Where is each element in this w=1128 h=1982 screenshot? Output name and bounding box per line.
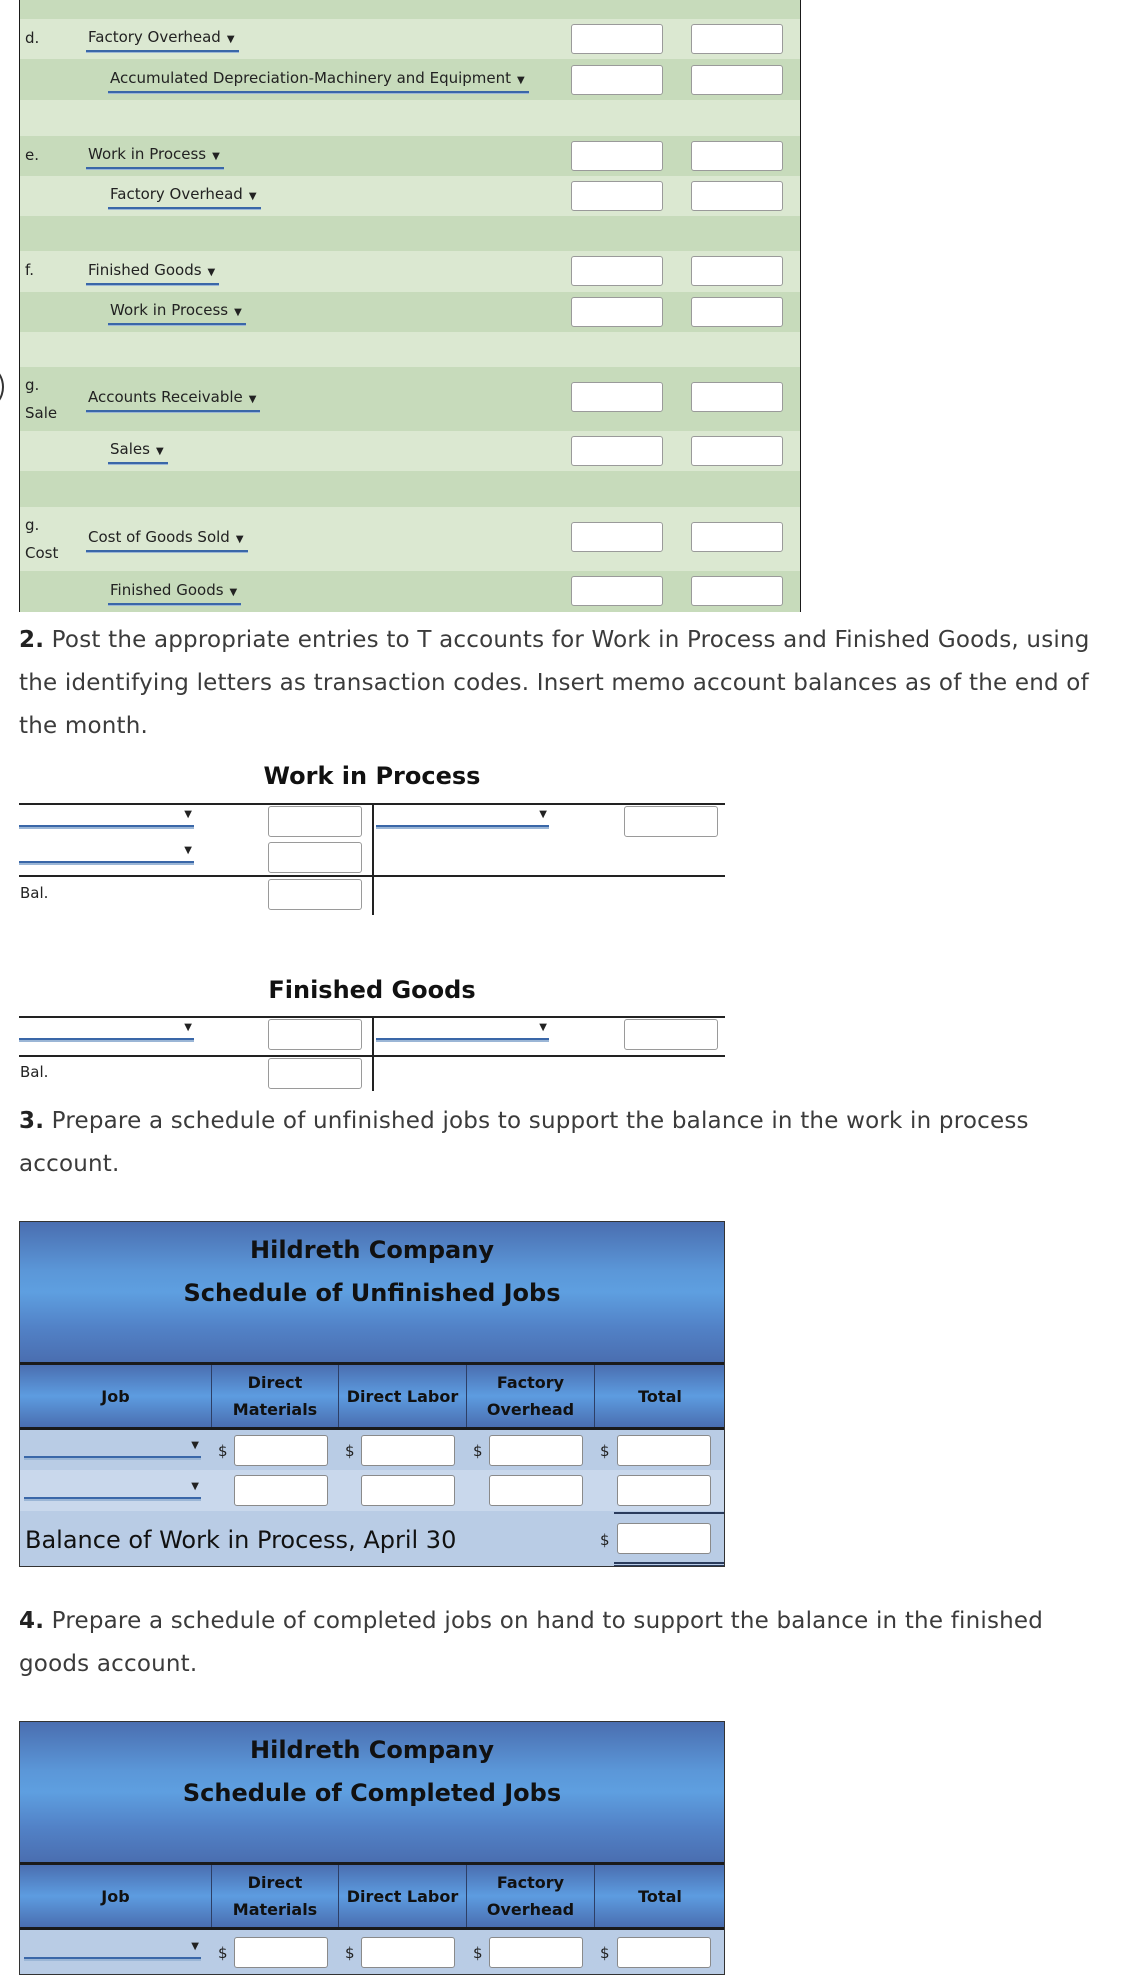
currency-symbol: $ [600, 1531, 610, 1549]
dropdown-arrow-icon: ▼ [155, 446, 164, 457]
direct-materials-input[interactable] [234, 1435, 328, 1466]
direct-labor-input[interactable] [361, 1475, 455, 1506]
col-total: Total [595, 1865, 725, 1927]
direct-labor-input[interactable] [361, 1435, 455, 1466]
balance-label: Balance of Work in Process, April 30 [25, 1526, 457, 1554]
total-double-underline [614, 1562, 725, 1564]
dropdown-arrow-icon: ▼ [248, 394, 257, 405]
dropdown-arrow-icon: ▼ [212, 151, 220, 162]
credit-amount-input[interactable] [691, 576, 783, 606]
credit-account-select[interactable]: Work in Process ▼ [108, 301, 246, 325]
total-input[interactable] [617, 1475, 711, 1506]
debit-account-select[interactable]: Cost of Goods Sold ▼ [86, 528, 248, 552]
dropdown-arrow-icon: ▼ [184, 809, 192, 820]
credit-amount-input[interactable] [691, 436, 783, 466]
factory-overhead-input[interactable] [489, 1435, 583, 1466]
entry-sublabel: Cost [25, 544, 59, 562]
balance-label: Bal. [20, 884, 49, 902]
balance-total-input[interactable] [617, 1523, 711, 1554]
t-account-balance-line [19, 1055, 725, 1057]
part2-instructions: 2. Post the appropriate entries to T accounts for Work in Process and Finished Goods, using the identifying letters as transaction codes. Insert memo account balances as of the end of the month. [19, 627, 1090, 739]
debit-code-select[interactable] [19, 1024, 194, 1040]
debit-amount-input[interactable] [571, 382, 663, 412]
journal-spacer-row [20, 471, 800, 507]
entry-letter: g. [25, 376, 40, 394]
journal-row-g-cost-credit [20, 571, 800, 612]
job-select[interactable] [24, 1442, 201, 1458]
debit-amount-input[interactable] [571, 436, 663, 466]
entry-letter: g. [25, 516, 40, 534]
currency-symbol: $ [600, 1442, 610, 1460]
debit-amount-input[interactable] [571, 576, 663, 606]
factory-overhead-input[interactable] [489, 1475, 583, 1506]
debit-amount-input[interactable] [571, 181, 663, 211]
col-factory-overhead: Factory Overhead [467, 1365, 595, 1427]
journal-spacer-row [20, 332, 800, 367]
balance-label: Bal. [20, 1063, 49, 1081]
dropdown-arrow-icon: ▼ [234, 307, 242, 318]
factory-overhead-input[interactable] [489, 1937, 583, 1968]
journal-row-e-debit [20, 136, 800, 176]
schedule-title: Schedule of Unfinished Jobs [183, 1279, 561, 1307]
debit-code-select[interactable] [19, 847, 194, 863]
part4-instructions: 4. Prepare a schedule of completed jobs on hand to support the balance in the finished goods account. [19, 1608, 1044, 1677]
journal-row-f-debit [20, 251, 800, 292]
journal-row-g-cost-debit [20, 507, 800, 571]
job-row [20, 1470, 724, 1511]
currency-symbol: $ [218, 1944, 228, 1962]
dropdown-arrow-icon: ▼ [226, 34, 235, 45]
credit-code-select[interactable] [376, 811, 549, 827]
journal-row-g-sale-debit [20, 367, 800, 431]
currency-symbol: $ [345, 1442, 355, 1460]
entry-letter: d. [25, 29, 40, 47]
balance-amount-input[interactable] [268, 879, 362, 910]
debit-amount-input[interactable] [571, 24, 663, 54]
col-direct-labor: Direct Labor [339, 1865, 467, 1927]
dropdown-arrow-icon: ▼ [517, 75, 525, 86]
credit-amount-input[interactable] [691, 382, 783, 412]
credit-amount-input[interactable] [691, 65, 783, 95]
entry-sublabel: Sale [25, 404, 58, 422]
schedule-company: Hildreth Company [250, 1736, 494, 1764]
credit-amount-input[interactable] [691, 256, 783, 286]
debit-amount-input[interactable] [571, 297, 663, 327]
credit-amount-input[interactable] [624, 1019, 718, 1050]
col-direct-materials: Direct Materials [212, 1365, 339, 1427]
dropdown-arrow-icon: ▼ [184, 845, 192, 856]
dropdown-arrow-icon: ▼ [191, 1481, 199, 1492]
col-job: Job [20, 1865, 212, 1927]
debit-amount-input[interactable] [571, 65, 663, 95]
part3-instructions: 3. Prepare a schedule of unfinished jobs to support the balance in the work in process account. [19, 1108, 1029, 1177]
entry-letter: e. [25, 146, 39, 164]
dropdown-arrow-icon: ▼ [184, 1022, 192, 1033]
job-row [20, 1430, 724, 1470]
dropdown-arrow-icon: ▼ [207, 267, 216, 278]
t-account-title: Finished Goods [268, 976, 476, 1004]
journal-row-d-debit [20, 19, 800, 59]
step-marker-icon [0, 366, 4, 408]
total-double-underline [614, 1565, 725, 1567]
direct-materials-input[interactable] [234, 1937, 328, 1968]
balance-amount-input[interactable] [268, 1058, 362, 1089]
dropdown-arrow-icon: ▼ [539, 1022, 547, 1033]
dropdown-arrow-icon: ▼ [235, 534, 244, 545]
credit-account-select[interactable]: Sales ▼ [108, 440, 168, 464]
col-job: Job [20, 1365, 212, 1427]
col-factory-overhead: Factory Overhead [467, 1865, 595, 1927]
debit-amount-input[interactable] [571, 256, 663, 286]
credit-amount-input[interactable] [691, 24, 783, 54]
credit-account-select[interactable]: Factory Overhead ▼ [108, 185, 261, 209]
debit-amount-input[interactable] [571, 522, 663, 552]
journal-row-d-credit [20, 59, 800, 100]
debit-account-select[interactable]: Finished Goods ▼ [86, 261, 219, 285]
debit-amount-input[interactable] [268, 806, 362, 837]
schedule-completed-jobs [19, 1721, 725, 1975]
schedule-company: Hildreth Company [250, 1236, 494, 1264]
journal-entries-table [19, 0, 801, 612]
currency-symbol: $ [345, 1944, 355, 1962]
dropdown-arrow-icon: ▼ [229, 587, 238, 598]
credit-amount-input[interactable] [624, 806, 718, 837]
journal-row-g-sale-credit [20, 431, 800, 471]
journal-row-f-credit [20, 292, 800, 332]
job-select[interactable] [24, 1943, 201, 1959]
credit-account-select[interactable]: Finished Goods ▼ [108, 581, 241, 605]
journal-row-e-credit [20, 176, 800, 216]
debit-account-select[interactable]: Factory Overhead ▼ [86, 28, 239, 52]
credit-code-select[interactable] [376, 1024, 549, 1040]
direct-materials-input[interactable] [234, 1475, 328, 1506]
col-direct-materials: Direct Materials [212, 1865, 339, 1927]
t-account-divider [372, 1016, 374, 1091]
debit-amount-input[interactable] [268, 842, 362, 873]
t-account-balance-line [19, 875, 725, 877]
dropdown-arrow-icon: ▼ [191, 1440, 199, 1451]
dropdown-arrow-icon: ▼ [539, 809, 547, 820]
direct-labor-input[interactable] [361, 1937, 455, 1968]
job-select[interactable] [24, 1483, 201, 1499]
credit-amount-input[interactable] [691, 297, 783, 327]
currency-symbol: $ [473, 1944, 483, 1962]
debit-account-select[interactable]: Work in Process ▼ [86, 145, 224, 169]
currency-symbol: $ [600, 1944, 610, 1962]
total-input[interactable] [617, 1435, 711, 1466]
total-input[interactable] [617, 1937, 711, 1968]
dropdown-arrow-icon: ▼ [191, 1941, 199, 1952]
dropdown-arrow-icon: ▼ [248, 191, 257, 202]
schedule-title: Schedule of Completed Jobs [182, 1779, 562, 1807]
credit-amount-input[interactable] [691, 522, 783, 552]
journal-spacer-row [20, 100, 800, 136]
debit-amount-input[interactable] [571, 141, 663, 171]
currency-symbol: $ [473, 1442, 483, 1460]
col-total: Total [595, 1365, 725, 1427]
debit-code-select[interactable] [19, 811, 194, 827]
balance-row [20, 1514, 724, 1567]
currency-symbol: $ [218, 1442, 228, 1460]
col-direct-labor: Direct Labor [339, 1365, 467, 1427]
journal-spacer-row [20, 216, 800, 251]
journal-spacer-row [20, 0, 800, 19]
credit-account-select[interactable]: Accumulated Depreciation-Machinery and Equipment ▼ [108, 69, 529, 93]
t-account-title: Work in Process [263, 762, 481, 790]
credit-amount-input[interactable] [691, 141, 783, 171]
debit-amount-input[interactable] [268, 1019, 362, 1050]
schedule-unfinished-jobs [19, 1221, 725, 1567]
t-account-divider [372, 803, 374, 915]
job-row [20, 1930, 724, 1975]
debit-account-select[interactable]: Accounts Receivable ▼ [86, 388, 260, 412]
entry-letter: f. [25, 261, 34, 279]
credit-amount-input[interactable] [691, 181, 783, 211]
